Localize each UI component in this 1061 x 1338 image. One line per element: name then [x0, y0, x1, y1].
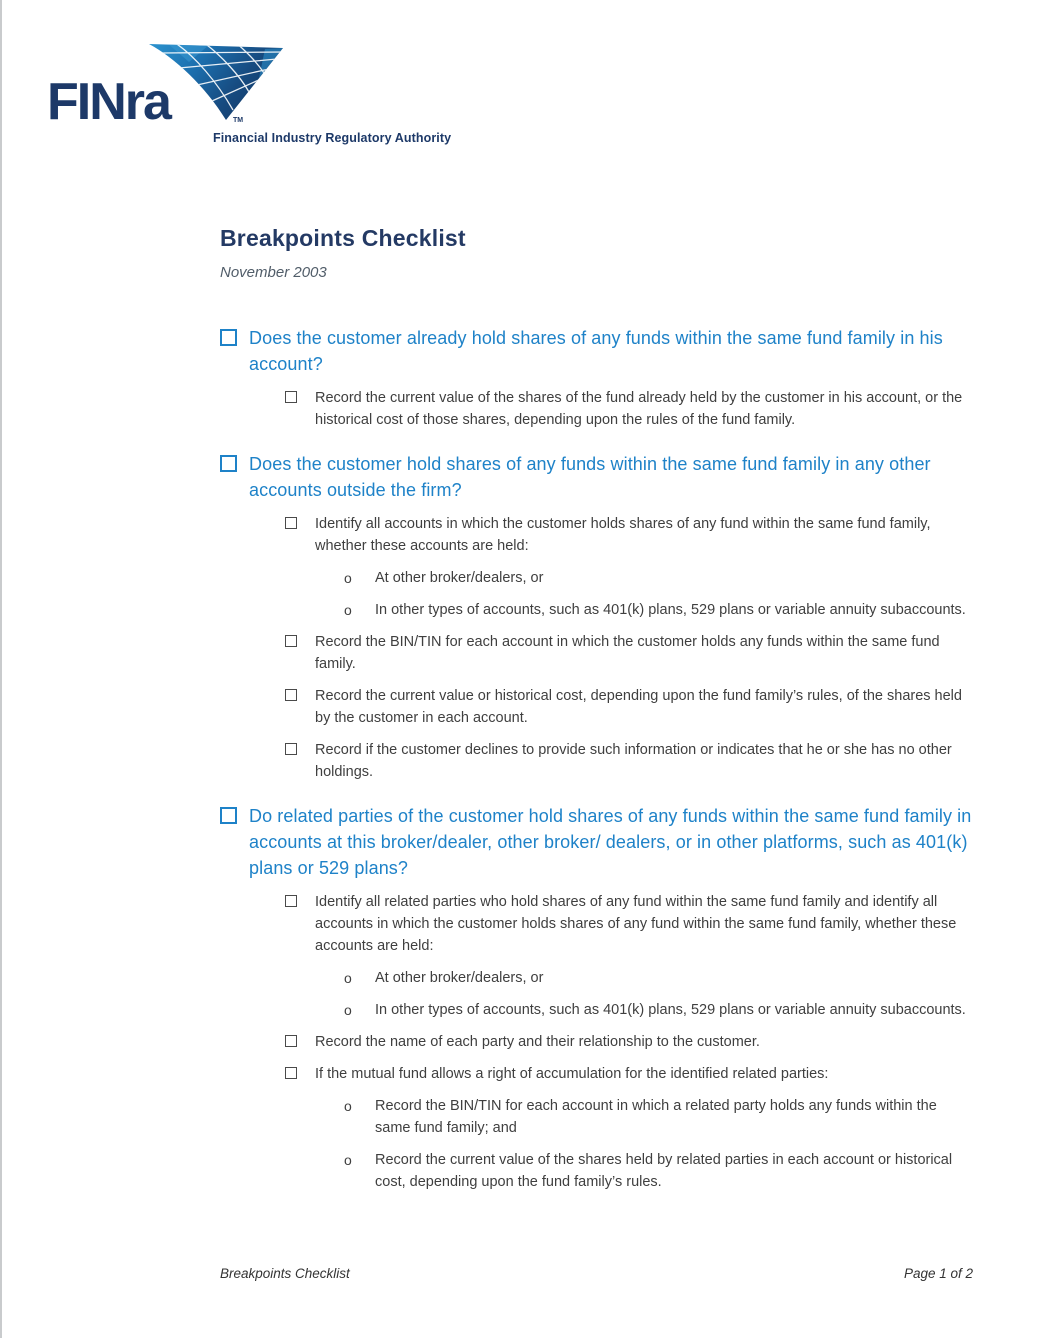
question-checkbox: [220, 329, 237, 346]
circle-bullet: o: [344, 602, 352, 618]
item-text: Record the BIN/TIN for each account in which the customer holds any funds within the same fund family.: [315, 634, 940, 672]
item-checkbox: [285, 1035, 297, 1047]
item-text: Record if the customer declines to provide such information or indicates that he or she has no other holdings.: [315, 742, 952, 780]
question-checkbox: [220, 455, 237, 472]
finra-wordmark: FINra: [47, 73, 170, 131]
checklist-item: [285, 685, 982, 729]
item-text: Identify all accounts in which the customer holds shares of any fund within the same fund family, whether these accounts are held:: [315, 516, 931, 554]
item-text: Identify all related parties who hold shares of any fund within the same fund family and identify all accounts in which the customer holds shares of any fund within the same fund family, whether these accounts are held:: [315, 894, 957, 954]
checklist-item: [285, 1063, 982, 1085]
item-checkbox: [285, 391, 297, 403]
subitem-text: At other broker/dealers, or: [375, 570, 544, 586]
checklist-subitem: [344, 1149, 982, 1193]
checklist-subitem: [344, 967, 982, 989]
checklist-item: [285, 387, 982, 431]
item-text: Record the current value of the shares of the fund already held by the customer in his account, or the historical cost of those shares, depending upon the rules of the fund family.: [315, 390, 963, 428]
circle-bullet: o: [344, 970, 352, 986]
subitem-text: In other types of accounts, such as 401(k) plans, 529 plans or variable annuity subaccounts.: [375, 602, 966, 618]
page-title: Breakpoints Checklist: [220, 225, 466, 251]
item-text: Record the current value or historical cost, depending upon the fund family’s rules, of the shares held by the customer in each account.: [315, 688, 962, 726]
item-text: Record the name of each party and their relationship to the customer.: [315, 1034, 760, 1050]
circle-bullet: o: [344, 1152, 352, 1168]
checklist-question: [220, 803, 982, 881]
circle-bullet: o: [344, 570, 352, 586]
question-checkbox: [220, 807, 237, 824]
subitem-text: Record the current value of the shares held by related parties in each account or historical cost, depending upon the fund family’s rules.: [375, 1152, 953, 1190]
trademark-symbol: TM: [233, 117, 244, 124]
subitem-text: Record the BIN/TIN for each account in which a related party holds any funds within the same fund family; and: [375, 1098, 937, 1136]
item-checkbox: [285, 517, 297, 529]
checklist-item: [285, 1031, 982, 1053]
page-footer: [220, 1266, 973, 1281]
checklist-question: [220, 451, 982, 503]
item-checkbox: [285, 635, 297, 647]
item-checkbox: [285, 743, 297, 755]
document-content: [220, 225, 982, 1193]
doc-date: November 2003: [220, 264, 327, 281]
finra-sail-icon: [147, 42, 285, 122]
checklist-subitem: [344, 1095, 982, 1139]
finra-logo: [47, 40, 467, 152]
question-text: Does the customer hold shares of any funds within the same fund family in any other accounts outside the firm?: [249, 454, 931, 500]
subitem-text: At other broker/dealers, or: [375, 970, 544, 986]
item-text: If the mutual fund allows a right of accumulation for the identified related parties:: [315, 1066, 829, 1082]
item-checkbox: [285, 689, 297, 701]
item-checkbox: [285, 1067, 297, 1079]
checklist-item: [285, 513, 982, 557]
circle-bullet: o: [344, 1002, 352, 1018]
checklist-question: [220, 325, 982, 377]
item-checkbox: [285, 895, 297, 907]
finra-tagline: Financial Industry Regulatory Authority: [213, 131, 452, 145]
footer-page-number: Page 1 of 2: [903, 1266, 973, 1281]
question-text: Does the customer already hold shares of any funds within the same fund family in his account?: [249, 328, 943, 374]
footer-doc-title: Breakpoints Checklist: [220, 1266, 350, 1281]
subitem-text: In other types of accounts, such as 401(k) plans, 529 plans or variable annuity subaccounts.: [375, 1002, 966, 1018]
checklist-subitem: [344, 599, 982, 621]
checklist-item: [285, 739, 982, 783]
checklist-item: [285, 891, 982, 957]
circle-bullet: o: [344, 1098, 352, 1114]
checklist-subitem: [344, 999, 982, 1021]
checklist-subitem: [344, 567, 982, 589]
checklist-item: [285, 631, 982, 675]
question-text: Do related parties of the customer hold shares of any funds within the same fund family in accounts at this broker/dealer, other broker/ dealers, or in other platforms, such as 401(k) plans or 529 plans?: [249, 806, 972, 878]
